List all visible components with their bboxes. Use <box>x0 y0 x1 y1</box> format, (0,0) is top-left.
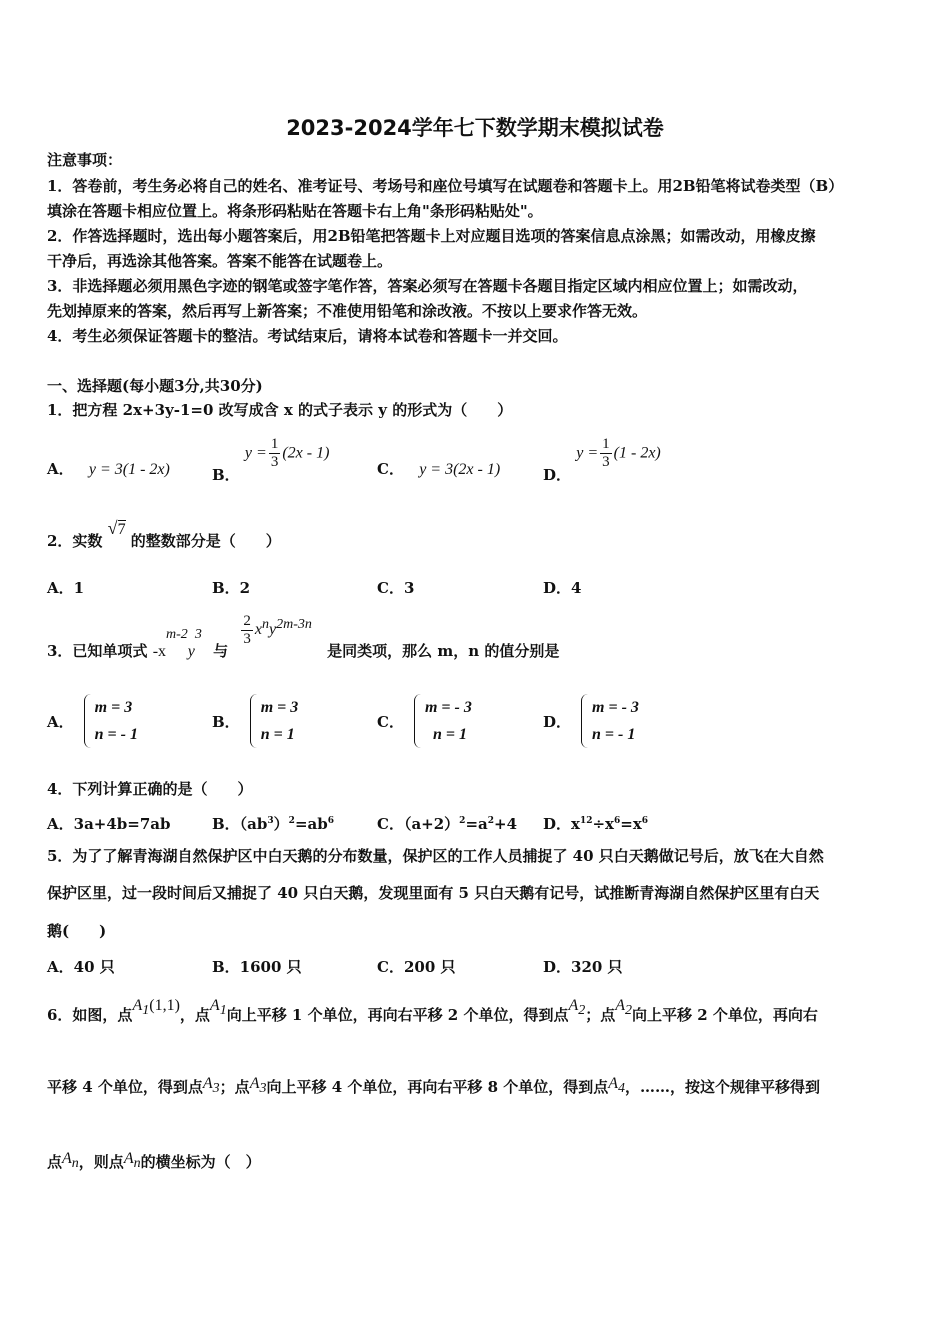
fraction-denominator: 3 <box>243 630 251 647</box>
equation-line: n = 1 <box>260 726 295 743</box>
notice-line: 2．作答选择题时，选出每小题答案后，用2B铅笔把答题卡上对应题目选项的答案信息点涂黑；如需改动，用橡皮擦 <box>47 227 816 245</box>
term2-y-exponent: 2m-3n <box>276 617 312 632</box>
point-label: A <box>209 997 220 1014</box>
equation-line: n = 1 <box>432 726 467 743</box>
term1-exponent: m-2 <box>166 627 188 642</box>
superscript: 6 <box>641 816 649 826</box>
q1-option-d <box>543 436 661 484</box>
point-label: A <box>608 1075 619 1092</box>
option-text: C．（a+2） <box>377 815 460 833</box>
q1-option-c <box>377 455 500 484</box>
point-label: A <box>123 1150 134 1167</box>
option-expression-suffix: (2x - 1) <box>282 444 330 462</box>
question-2-stem <box>47 518 281 557</box>
q5-option-d: D．320 只 <box>543 958 623 976</box>
point-subscript: 3 <box>212 1081 220 1096</box>
point-label: A <box>568 997 579 1014</box>
notice-line: 3．非选择题必须用黑色字迹的钢笔或签字笔作答，答案必须写在答题卡各题目指定区域内相应位置上；如需改动， <box>47 277 808 295</box>
option-expression: y = 3(1 - 2x) <box>88 461 170 478</box>
q5-option-c: C．200 只 <box>377 958 456 976</box>
point-subscript: 4 <box>618 1081 626 1096</box>
option-text: ÷x <box>592 815 614 833</box>
q6-text: 6．如图，点 <box>47 1006 133 1024</box>
q4-option-c <box>377 813 517 834</box>
stem-prefix: 3．已知单项式 <box>47 642 148 660</box>
q6-text: 向上平移 2 个单位，再向右 <box>632 1006 818 1024</box>
q4-option-b <box>212 813 334 834</box>
point-subscript: 2 <box>578 1003 586 1018</box>
option-label: D． <box>543 465 572 484</box>
equation-line: m = - 3 <box>592 699 639 716</box>
q3-option-a <box>47 694 138 748</box>
q6-text: 点 <box>47 1153 63 1171</box>
superscript: 2 <box>459 816 466 826</box>
equation-line: m = 3 <box>94 699 133 716</box>
q5-option-a: A．40 只 <box>47 958 115 976</box>
q6-text: ；点 <box>585 1006 616 1024</box>
radicand: 7 <box>117 521 126 538</box>
brace-icon <box>250 694 257 748</box>
q4-option-d <box>543 813 648 834</box>
option-label: C． <box>377 712 404 731</box>
option-expression-prefix: y = <box>244 444 267 462</box>
q5-option-b: B．1600 只 <box>212 958 302 976</box>
point-subscript: n <box>133 1156 141 1171</box>
fraction-numerator: 2 <box>243 612 251 629</box>
brace-icon <box>414 694 421 748</box>
term2-x-exponent: n <box>262 617 269 632</box>
point-coordinate: (1,1) <box>149 997 180 1014</box>
point-label: A <box>62 1150 72 1167</box>
equation-system <box>414 694 472 748</box>
superscript: 6 <box>327 816 334 826</box>
option-expression-prefix: y = <box>576 444 599 462</box>
q6-text: ；点 <box>219 1078 250 1096</box>
notice-heading: 注意事项： <box>47 151 123 169</box>
equation-line: n = - 1 <box>592 726 636 743</box>
brace-icon <box>581 694 588 748</box>
point-subscript: 1 <box>142 1003 150 1018</box>
equation-system <box>84 694 138 748</box>
equation-line: m = - 3 <box>424 699 472 716</box>
q3-option-b <box>212 694 298 748</box>
question-5-line: 保护区里，过一段时间后又捕捉了 40 只白天鹅，发现里面有 5 只白天鹅有记号，试推断青海湖自然保护区里有白天 <box>47 884 820 902</box>
brace-icon <box>84 694 91 748</box>
fraction <box>241 613 253 648</box>
question-6-line-2 <box>47 1068 820 1104</box>
point-subscript: 1 <box>219 1003 227 1018</box>
q6-text: 向上平移 4 个单位，再向右平移 8 个单位，得到点 <box>266 1078 609 1096</box>
section-heading: 一、选择题(每小题3分,共30分) <box>47 377 263 395</box>
q2-option-d: D．4 <box>543 579 582 597</box>
q1-option-a <box>47 455 170 484</box>
option-label: A． <box>47 460 74 478</box>
equation-line: m = 3 <box>260 699 299 716</box>
term2-x: x <box>254 621 262 638</box>
question-3-stem <box>47 612 560 660</box>
point-subscript: 3 <box>259 1081 267 1096</box>
superscript: 6 <box>614 816 621 826</box>
option-text: +4 <box>494 815 518 833</box>
option-label: C． <box>377 460 404 478</box>
q6-text: ，则点 <box>78 1153 124 1171</box>
option-label: B． <box>212 712 240 731</box>
q6-text: 向上平移 1 个单位，再向右平移 2 个单位，得到点 <box>226 1006 569 1024</box>
notice-line: 先划掉原来的答案，然后再写上新答案；不准使用铅笔和涂改液。不按以上要求作答无效。 <box>47 302 648 320</box>
fraction <box>269 436 281 471</box>
superscript: 12 <box>579 816 593 826</box>
term1-y: y <box>187 643 195 660</box>
q6-text: 平移 4 个单位，得到点 <box>47 1078 203 1096</box>
fraction-numerator: 1 <box>602 436 610 452</box>
stem-prefix: 2．实数 <box>47 532 103 550</box>
q1-option-b <box>212 436 330 484</box>
option-label: B． <box>212 465 240 484</box>
stem-connector: 与 <box>213 642 229 660</box>
notice-line: 填涂在答题卡相应位置上。将条形码粘贴在答题卡右上角"条形码粘贴处"。 <box>47 202 543 220</box>
q2-option-a: A．1 <box>47 579 85 597</box>
option-expression-suffix: (1 - 2x) <box>613 444 661 462</box>
q6-text: 的横坐标为（ ） <box>140 1153 261 1171</box>
point-label: A <box>249 1075 260 1092</box>
superscript: 2 <box>487 816 494 826</box>
option-text: D．x <box>543 815 580 833</box>
page-title: 2023-2024学年七下数学期末模拟试卷 <box>286 116 664 140</box>
option-text: =a <box>465 815 488 833</box>
option-text: ） <box>273 815 289 833</box>
q4-option-a: A．3a+4b=7ab <box>47 815 171 833</box>
fraction <box>600 436 612 471</box>
option-text: B．（ab <box>212 815 268 833</box>
point-subscript: n <box>71 1156 79 1171</box>
question-1-stem: 1．把方程 2x+3y-1=0 改写成含 x 的式子表示 y 的形式为（ ） <box>47 401 513 419</box>
point-label: A <box>202 1075 213 1092</box>
question-6-line-1 <box>47 990 818 1026</box>
equation-system <box>250 694 299 748</box>
q2-option-b: B．2 <box>212 579 251 597</box>
notice-line: 4．考生必须保证答题卡的整洁。考试结束后，请将本试卷和答题卡一并交回。 <box>47 327 568 345</box>
fraction-numerator: 1 <box>270 436 279 452</box>
point-label: A <box>615 997 626 1014</box>
question-6-line-3 <box>47 1143 261 1179</box>
notice-line: 1．答卷前，考生务必将自己的姓名、准考证号、考场号和座位号填写在试题卷和答题卡上。用2B铅笔将试卷类型（B） <box>47 177 844 195</box>
q3-option-d <box>543 694 639 748</box>
option-text: =ab <box>294 815 328 833</box>
equation-line: n = - 1 <box>94 726 138 743</box>
option-expression: y = 3(2x - 1) <box>419 461 501 478</box>
q2-option-c: C．3 <box>377 579 415 597</box>
sqrt-icon: √ <box>107 518 118 538</box>
option-label: A． <box>47 712 74 731</box>
stem-suffix: 是同类项，那么 m，n 的值分别是 <box>327 642 560 660</box>
term1-base: x <box>158 643 167 660</box>
question-5-line: 鹅( ) <box>47 922 107 940</box>
fraction-denominator: 3 <box>270 454 279 470</box>
term1-y-exponent: 3 <box>194 627 202 642</box>
notice-line: 干净后，再选涂其他答案。答案不能答在试题卷上。 <box>47 252 393 270</box>
question-4-stem: 4．下列计算正确的是（ ） <box>47 780 253 798</box>
stem-suffix: 的整数部分是（ ） <box>130 532 281 550</box>
point-subscript: 2 <box>625 1003 633 1018</box>
equation-system <box>581 694 639 748</box>
superscript: 2 <box>288 816 295 826</box>
fraction-denominator: 3 <box>602 454 610 470</box>
option-text: =x <box>620 815 642 833</box>
term2-y: y <box>269 621 277 638</box>
q6-text: ，点 <box>179 1006 210 1024</box>
point-label: A <box>132 997 143 1014</box>
q6-text: ，……，按这个规律平移得到 <box>625 1078 821 1096</box>
q3-option-c <box>377 694 472 748</box>
question-5-line: 5．为了了解青海湖自然保护区中白天鹅的分布数量，保护区的工作人员捕捉了 40 只白天鹅做记号后，放飞在大自然 <box>47 847 824 865</box>
option-label: D． <box>543 712 572 731</box>
term1-sign: - <box>152 643 159 660</box>
superscript: 3 <box>267 816 274 826</box>
